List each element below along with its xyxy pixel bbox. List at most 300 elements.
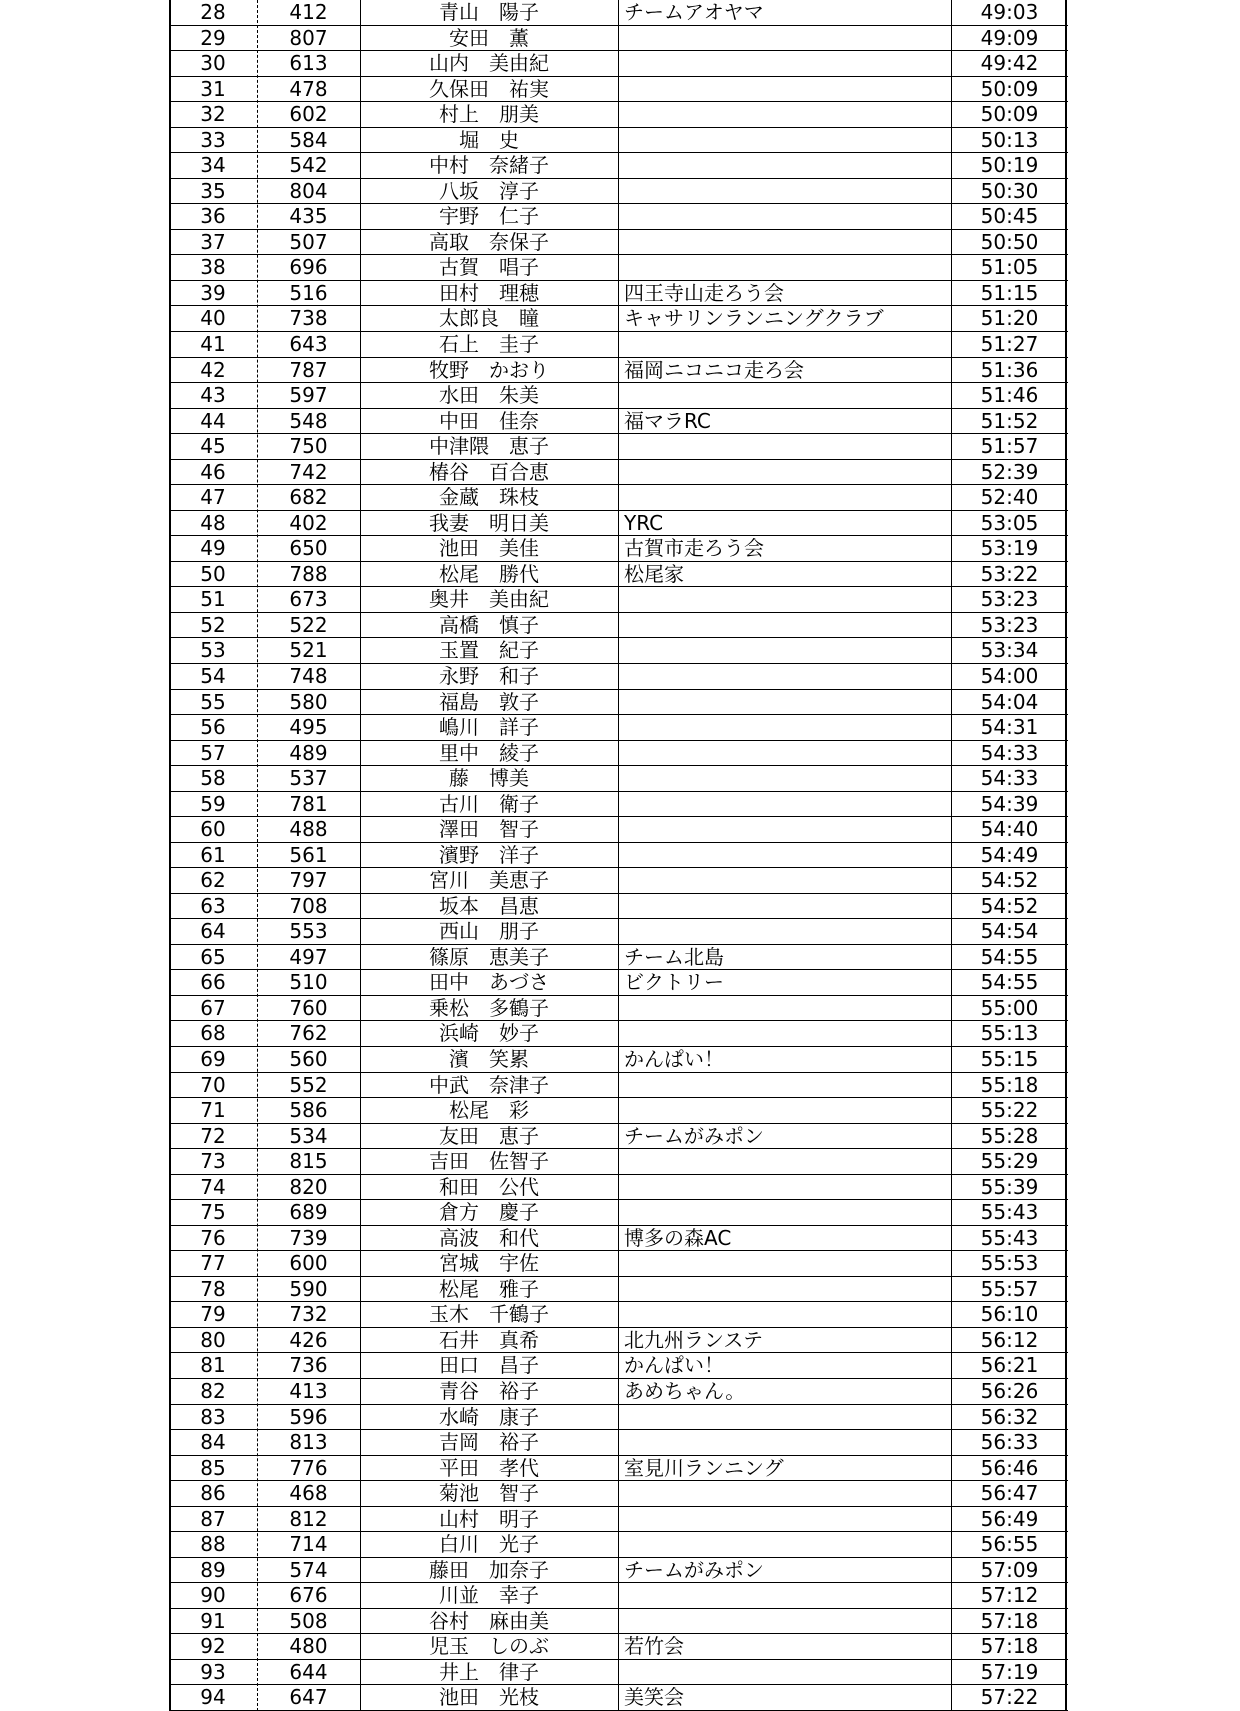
name-cell: 石上 圭子 xyxy=(439,331,539,356)
time-cell: 51:57 xyxy=(980,434,1039,459)
table-row xyxy=(169,868,1068,894)
name-cell: 村上 朋美 xyxy=(439,102,539,127)
name-cell: 嶋川 詳子 xyxy=(439,715,539,740)
rank-cell: 86 xyxy=(200,1481,226,1506)
rank-cell: 31 xyxy=(200,76,226,101)
time-cell: 57:12 xyxy=(980,1583,1039,1608)
table-row xyxy=(169,1047,1068,1073)
table-row xyxy=(169,1456,1068,1482)
name-cell: 宮川 美恵子 xyxy=(429,868,549,893)
name-cell: 中武 奈津子 xyxy=(429,1072,549,1097)
name-cell: 平田 孝代 xyxy=(439,1455,539,1480)
bib-cell: 522 xyxy=(289,612,328,637)
table-row xyxy=(169,77,1068,103)
rank-cell: 81 xyxy=(200,1353,226,1378)
bib-cell: 797 xyxy=(289,868,328,893)
rank-cell: 49 xyxy=(200,536,226,561)
time-cell: 53:05 xyxy=(980,510,1039,535)
rank-cell: 38 xyxy=(200,255,226,280)
time-cell: 55:28 xyxy=(980,1123,1039,1148)
rank-cell: 64 xyxy=(200,919,226,944)
bib-cell: 580 xyxy=(289,689,328,714)
time-cell: 51:20 xyxy=(980,306,1039,331)
name-cell: 古賀 唱子 xyxy=(439,255,539,280)
table-row xyxy=(169,485,1068,511)
rank-cell: 61 xyxy=(200,842,226,867)
name-cell: 金蔵 珠枝 xyxy=(439,485,539,510)
bib-cell: 412 xyxy=(289,0,328,24)
rank-cell: 84 xyxy=(200,1430,226,1455)
bib-cell: 787 xyxy=(289,357,328,382)
time-cell: 56:21 xyxy=(980,1353,1039,1378)
rank-cell: 60 xyxy=(200,817,226,842)
rank-cell: 41 xyxy=(200,331,226,356)
time-cell: 53:22 xyxy=(980,561,1039,586)
bib-cell: 402 xyxy=(289,510,328,535)
name-cell: 松尾 勝代 xyxy=(439,561,539,586)
team-cell: チームがみポン xyxy=(624,1123,764,1148)
table-row xyxy=(169,562,1068,588)
table-row xyxy=(169,1226,1068,1252)
table-row xyxy=(169,1098,1068,1124)
bib-cell: 488 xyxy=(289,817,328,842)
table-row xyxy=(169,511,1068,537)
name-cell: 牧野 かおり xyxy=(429,357,549,382)
table-row xyxy=(169,26,1068,52)
time-cell: 57:09 xyxy=(980,1557,1039,1582)
table-row xyxy=(169,1328,1068,1354)
bib-cell: 807 xyxy=(289,25,328,50)
rank-cell: 73 xyxy=(200,1149,226,1174)
team-cell: 北九州ランステ xyxy=(624,1327,763,1352)
bib-cell: 553 xyxy=(289,919,328,944)
table-row xyxy=(169,1481,1068,1507)
time-cell: 50:09 xyxy=(980,76,1039,101)
rank-cell: 28 xyxy=(200,0,226,24)
name-cell: 川並 幸子 xyxy=(439,1583,539,1608)
time-cell: 54:49 xyxy=(980,842,1039,867)
name-cell: 中村 奈緒子 xyxy=(429,153,549,178)
rank-cell: 51 xyxy=(200,587,226,612)
name-cell: 八坂 淳子 xyxy=(439,178,539,203)
time-cell: 54:39 xyxy=(980,791,1039,816)
bib-cell: 682 xyxy=(289,485,328,510)
bib-cell: 600 xyxy=(289,1251,328,1276)
team-cell: 松尾家 xyxy=(624,561,684,586)
name-cell: 倉方 慶子 xyxy=(439,1200,539,1225)
table-row xyxy=(169,613,1068,639)
team-cell: あめちゃん。 xyxy=(624,1379,746,1403)
rank-cell: 79 xyxy=(200,1302,226,1327)
bib-cell: 489 xyxy=(289,740,328,765)
table-row xyxy=(169,332,1068,358)
time-cell: 56:46 xyxy=(980,1455,1039,1480)
rank-cell: 63 xyxy=(200,893,226,918)
team-cell: YRC xyxy=(624,510,664,535)
table-row xyxy=(169,1353,1068,1379)
name-cell: 池田 美佳 xyxy=(439,536,539,561)
table-row xyxy=(169,1660,1068,1686)
bib-cell: 776 xyxy=(289,1455,328,1480)
table-row xyxy=(169,434,1068,460)
time-cell: 50:45 xyxy=(980,204,1039,229)
time-cell: 52:39 xyxy=(980,459,1039,484)
rank-cell: 52 xyxy=(200,612,226,637)
time-cell: 56:32 xyxy=(980,1404,1039,1429)
rank-cell: 44 xyxy=(200,408,226,433)
time-cell: 53:23 xyxy=(980,587,1039,612)
rank-cell: 62 xyxy=(200,868,226,893)
name-cell: 吉岡 裕子 xyxy=(439,1430,539,1455)
name-cell: 菊池 智子 xyxy=(439,1481,539,1506)
table-row xyxy=(169,587,1068,613)
rank-cell: 37 xyxy=(200,229,226,254)
table-row xyxy=(169,638,1068,664)
bib-cell: 508 xyxy=(289,1608,328,1633)
name-cell: 高取 奈保子 xyxy=(429,229,549,254)
rank-cell: 89 xyxy=(200,1557,226,1582)
rank-cell: 50 xyxy=(200,561,226,586)
bib-cell: 748 xyxy=(289,663,328,688)
rank-cell: 58 xyxy=(200,766,226,791)
team-cell: かんぱい！ xyxy=(624,1047,724,1072)
name-cell: 古川 衛子 xyxy=(439,791,539,816)
table-row xyxy=(169,1124,1068,1150)
team-cell: 博多の森AC xyxy=(624,1225,732,1250)
rank-cell: 76 xyxy=(200,1225,226,1250)
name-cell: 福島 敦子 xyxy=(439,689,539,714)
time-cell: 54:33 xyxy=(980,766,1039,791)
time-cell: 51:36 xyxy=(980,357,1039,382)
table-row xyxy=(169,153,1068,179)
rank-cell: 34 xyxy=(200,153,226,178)
rank-cell: 94 xyxy=(200,1685,226,1710)
name-cell: 濱 笑累 xyxy=(449,1047,529,1072)
time-cell: 50:13 xyxy=(980,127,1039,152)
name-cell: 宮城 宇佐 xyxy=(439,1251,539,1276)
bib-cell: 435 xyxy=(289,204,328,229)
bib-cell: 534 xyxy=(289,1123,328,1148)
table-row xyxy=(169,1430,1068,1456)
time-cell: 53:23 xyxy=(980,612,1039,637)
bib-cell: 815 xyxy=(289,1149,328,1174)
rank-cell: 57 xyxy=(200,740,226,765)
bib-cell: 643 xyxy=(289,331,328,356)
name-cell: 井上 律子 xyxy=(439,1659,539,1684)
table-row xyxy=(169,894,1068,920)
name-cell: 田中 あづさ xyxy=(429,970,549,995)
bib-cell: 560 xyxy=(289,1047,328,1072)
bib-cell: 760 xyxy=(289,995,328,1020)
bib-cell: 590 xyxy=(289,1276,328,1301)
time-cell: 56:55 xyxy=(980,1532,1039,1557)
time-cell: 51:05 xyxy=(980,255,1039,280)
table-row xyxy=(169,1685,1068,1711)
bib-cell: 739 xyxy=(289,1225,328,1250)
table-row xyxy=(169,1634,1068,1660)
time-cell: 57:18 xyxy=(980,1634,1039,1659)
table-row xyxy=(169,1379,1068,1405)
bib-cell: 561 xyxy=(289,842,328,867)
name-cell: 里中 綾子 xyxy=(439,740,539,765)
bib-cell: 647 xyxy=(289,1685,328,1710)
table-row xyxy=(169,945,1068,971)
results-table xyxy=(169,0,1068,1711)
table-row xyxy=(169,1251,1068,1277)
bib-cell: 732 xyxy=(289,1302,328,1327)
bib-cell: 644 xyxy=(289,1659,328,1684)
name-cell: 浜崎 妙子 xyxy=(439,1021,539,1046)
table-row xyxy=(169,792,1068,818)
rank-cell: 74 xyxy=(200,1174,226,1199)
name-cell: 松尾 雅子 xyxy=(439,1276,539,1301)
rank-cell: 48 xyxy=(200,510,226,535)
name-cell: 白川 光子 xyxy=(439,1532,539,1557)
time-cell: 55:15 xyxy=(980,1047,1039,1072)
time-cell: 54:54 xyxy=(980,919,1039,944)
name-cell: 山村 明子 xyxy=(439,1506,539,1531)
time-cell: 57:19 xyxy=(980,1659,1039,1684)
time-cell: 51:27 xyxy=(980,331,1039,356)
rank-cell: 35 xyxy=(200,178,226,203)
bib-cell: 597 xyxy=(289,383,328,408)
table-row xyxy=(169,1609,1068,1635)
rank-cell: 65 xyxy=(200,944,226,969)
table-row xyxy=(169,715,1068,741)
table-row xyxy=(169,255,1068,281)
time-cell: 50:50 xyxy=(980,229,1039,254)
bib-cell: 537 xyxy=(289,766,328,791)
name-cell: 高波 和代 xyxy=(439,1225,539,1250)
rank-cell: 54 xyxy=(200,663,226,688)
name-cell: 太郎良 瞳 xyxy=(439,306,539,331)
name-cell: 松尾 彩 xyxy=(449,1098,529,1123)
table-row xyxy=(169,970,1068,996)
name-cell: 安田 薫 xyxy=(449,25,529,50)
table-row xyxy=(169,1277,1068,1303)
table-row xyxy=(169,179,1068,205)
table-row xyxy=(169,741,1068,767)
table-row xyxy=(169,996,1068,1022)
name-cell: 玉置 紀子 xyxy=(439,638,539,663)
table-row xyxy=(169,128,1068,154)
table-row xyxy=(169,204,1068,230)
table-row xyxy=(169,919,1068,945)
name-cell: 水田 朱美 xyxy=(439,383,539,408)
time-cell: 54:55 xyxy=(980,970,1039,995)
table-row xyxy=(169,102,1068,128)
rank-cell: 70 xyxy=(200,1072,226,1097)
name-cell: 青山 陽子 xyxy=(439,0,539,24)
rank-cell: 47 xyxy=(200,485,226,510)
bib-cell: 813 xyxy=(289,1430,328,1455)
time-cell: 50:30 xyxy=(980,178,1039,203)
name-cell: 奥井 美由紀 xyxy=(429,587,549,612)
name-cell: 椿谷 百合恵 xyxy=(429,459,549,484)
rank-cell: 59 xyxy=(200,791,226,816)
time-cell: 50:09 xyxy=(980,102,1039,127)
name-cell: 山内 美由紀 xyxy=(429,51,549,76)
table-row xyxy=(169,1532,1068,1558)
time-cell: 52:40 xyxy=(980,485,1039,510)
rank-cell: 88 xyxy=(200,1532,226,1557)
table-row xyxy=(169,1200,1068,1226)
bib-cell: 413 xyxy=(289,1379,328,1403)
time-cell: 54:40 xyxy=(980,817,1039,842)
time-cell: 56:33 xyxy=(980,1430,1039,1455)
bib-cell: 521 xyxy=(289,638,328,663)
table-row xyxy=(169,817,1068,843)
name-cell: 池田 光枝 xyxy=(439,1685,539,1710)
bib-cell: 478 xyxy=(289,76,328,101)
team-cell: キャサリンランニングクラブ xyxy=(624,306,884,331)
bib-cell: 497 xyxy=(289,944,328,969)
bib-cell: 596 xyxy=(289,1404,328,1429)
time-cell: 56:26 xyxy=(980,1379,1039,1403)
time-cell: 49:09 xyxy=(980,25,1039,50)
name-cell: 中津隈 恵子 xyxy=(429,434,549,459)
name-cell: 谷村 麻由美 xyxy=(429,1608,549,1633)
name-cell: 藤 博美 xyxy=(449,766,529,791)
time-cell: 55:39 xyxy=(980,1174,1039,1199)
time-cell: 55:13 xyxy=(980,1021,1039,1046)
team-cell: かんぱい！ xyxy=(624,1353,724,1378)
time-cell: 54:33 xyxy=(980,740,1039,765)
rank-cell: 92 xyxy=(200,1634,226,1659)
time-cell: 55:18 xyxy=(980,1072,1039,1097)
bib-cell: 708 xyxy=(289,893,328,918)
team-cell: チームがみポン xyxy=(624,1557,764,1582)
bib-cell: 676 xyxy=(289,1583,328,1608)
name-cell: 乗松 多鶴子 xyxy=(429,995,549,1020)
table-row xyxy=(169,664,1068,690)
time-cell: 55:00 xyxy=(980,995,1039,1020)
bib-cell: 714 xyxy=(289,1532,328,1557)
time-cell: 54:04 xyxy=(980,689,1039,714)
team-cell: 若竹会 xyxy=(624,1634,684,1659)
rank-cell: 42 xyxy=(200,357,226,382)
table-row xyxy=(169,690,1068,716)
time-cell: 51:52 xyxy=(980,408,1039,433)
rank-cell: 30 xyxy=(200,51,226,76)
bib-cell: 738 xyxy=(289,306,328,331)
team-cell: チームアオヤマ xyxy=(624,0,764,24)
rank-cell: 82 xyxy=(200,1379,226,1403)
bib-cell: 480 xyxy=(289,1634,328,1659)
rank-cell: 36 xyxy=(200,204,226,229)
rank-cell: 90 xyxy=(200,1583,226,1608)
name-cell: 石井 真希 xyxy=(439,1327,539,1352)
bib-cell: 788 xyxy=(289,561,328,586)
bib-cell: 613 xyxy=(289,51,328,76)
bib-cell: 516 xyxy=(289,280,328,305)
team-cell: ビクトリー xyxy=(624,970,724,995)
bib-cell: 426 xyxy=(289,1327,328,1352)
table-row xyxy=(169,460,1068,486)
bib-cell: 762 xyxy=(289,1021,328,1046)
rank-cell: 83 xyxy=(200,1404,226,1429)
table-row xyxy=(169,536,1068,562)
table-row xyxy=(169,306,1068,332)
name-cell: 久保田 祐実 xyxy=(429,76,549,101)
rank-cell: 33 xyxy=(200,127,226,152)
rank-cell: 78 xyxy=(200,1276,226,1301)
name-cell: 西山 朋子 xyxy=(439,919,539,944)
name-cell: 児玉 しのぶ xyxy=(429,1634,549,1659)
table-row xyxy=(169,0,1068,26)
team-cell: 美笑会 xyxy=(624,1685,684,1710)
team-cell: 古賀市走ろう会 xyxy=(624,536,764,561)
name-cell: 堀 史 xyxy=(459,127,519,152)
team-cell: チーム北島 xyxy=(624,944,724,969)
time-cell: 57:22 xyxy=(980,1685,1039,1710)
time-cell: 49:03 xyxy=(980,0,1039,24)
table-row xyxy=(169,1558,1068,1584)
rank-cell: 45 xyxy=(200,434,226,459)
bib-cell: 574 xyxy=(289,1557,328,1582)
time-cell: 56:12 xyxy=(980,1327,1039,1352)
rank-cell: 80 xyxy=(200,1327,226,1352)
bib-cell: 804 xyxy=(289,178,328,203)
rank-cell: 32 xyxy=(200,102,226,127)
name-cell: 永野 和子 xyxy=(439,663,539,688)
bib-cell: 650 xyxy=(289,536,328,561)
bib-cell: 696 xyxy=(289,255,328,280)
table-row xyxy=(169,1405,1068,1431)
bib-cell: 742 xyxy=(289,459,328,484)
time-cell: 54:55 xyxy=(980,944,1039,969)
name-cell: 友田 恵子 xyxy=(439,1123,539,1148)
table-row xyxy=(169,766,1068,792)
time-cell: 57:18 xyxy=(980,1608,1039,1633)
time-cell: 54:52 xyxy=(980,868,1039,893)
time-cell: 54:31 xyxy=(980,715,1039,740)
time-cell: 55:29 xyxy=(980,1149,1039,1174)
table-row xyxy=(169,281,1068,307)
rank-cell: 56 xyxy=(200,715,226,740)
bib-cell: 584 xyxy=(289,127,328,152)
name-cell: 篠原 恵美子 xyxy=(429,944,549,969)
table-row xyxy=(169,409,1068,435)
bib-cell: 750 xyxy=(289,434,328,459)
team-cell: 室見川ランニング xyxy=(624,1455,784,1480)
bib-cell: 812 xyxy=(289,1506,328,1531)
time-cell: 51:15 xyxy=(980,280,1039,305)
rank-cell: 68 xyxy=(200,1021,226,1046)
bib-cell: 736 xyxy=(289,1353,328,1378)
rank-cell: 93 xyxy=(200,1659,226,1684)
name-cell: 和田 公代 xyxy=(439,1174,539,1199)
bib-cell: 495 xyxy=(289,715,328,740)
name-cell: 青谷 裕子 xyxy=(439,1379,539,1403)
rank-cell: 91 xyxy=(200,1608,226,1633)
rank-cell: 43 xyxy=(200,383,226,408)
table-row xyxy=(169,1583,1068,1609)
rank-cell: 69 xyxy=(200,1047,226,1072)
rank-cell: 46 xyxy=(200,459,226,484)
name-cell: 水崎 康子 xyxy=(439,1404,539,1429)
time-cell: 54:52 xyxy=(980,893,1039,918)
name-cell: 濱野 洋子 xyxy=(439,842,539,867)
time-cell: 50:19 xyxy=(980,153,1039,178)
team-cell: 福岡ニコニコ走ろ会 xyxy=(624,357,804,382)
bib-cell: 542 xyxy=(289,153,328,178)
table-row xyxy=(169,230,1068,256)
table-row xyxy=(169,51,1068,77)
bib-cell: 510 xyxy=(289,970,328,995)
name-cell: 坂本 昌恵 xyxy=(439,893,539,918)
team-cell: 四王寺山走ろう会 xyxy=(624,280,784,305)
